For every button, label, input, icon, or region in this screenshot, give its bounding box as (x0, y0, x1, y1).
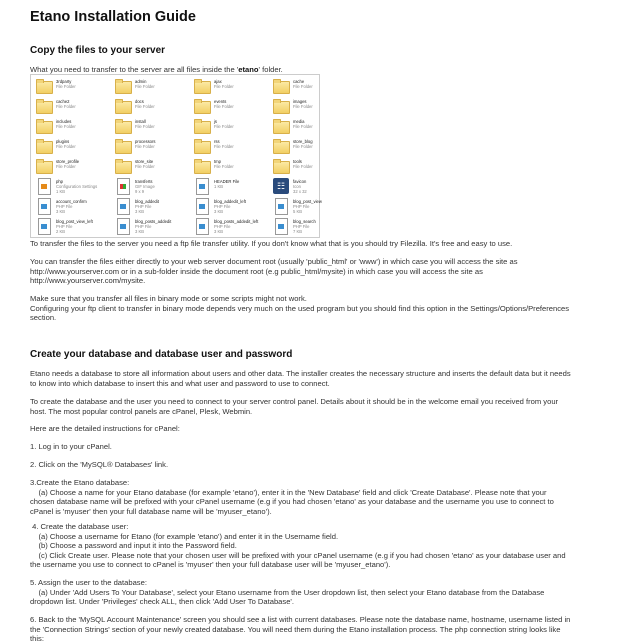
file-type: File Folder (135, 104, 155, 109)
file-name: images (293, 99, 307, 104)
file-name: blog_post_view_left (56, 219, 93, 224)
text-line: host. The most popular control panels are cPanel, Plesk, Webmin. (30, 406, 253, 416)
folder-icon (36, 101, 53, 114)
text-line: to know into which database to insert this and what user and password to use to connect. (30, 378, 330, 388)
file-type: File Folder (293, 144, 313, 149)
file-item (192, 178, 270, 197)
step-6 (30, 615, 620, 644)
file-name: includes (56, 119, 72, 124)
text-line: (b) Choose a password and input it into the Password field. (30, 541, 237, 551)
file-name: transferts (135, 179, 153, 184)
folder-icon (273, 161, 290, 174)
file-item (113, 158, 191, 177)
paragraph-database-intro (30, 369, 620, 388)
paragraph-ftp-utility (30, 239, 620, 249)
file-name: store_blog (293, 139, 313, 144)
folder-icon (194, 81, 211, 94)
file-name: blog_search (293, 219, 316, 224)
text-line: chosen database name will be prefixed with your cPanel username (e.g if you had chosen 'etano' as your database and the username you use to connect to (30, 497, 554, 507)
file-name: events (214, 99, 227, 104)
file-name: blog_posts_addedit_left (214, 219, 259, 224)
file-icon (196, 218, 209, 235)
file-type: PHP File (56, 224, 73, 229)
paragraph-cpanel-instructions (30, 424, 620, 434)
file-icon (117, 178, 130, 195)
file-type: File Folder (214, 84, 234, 89)
text-line: (a) Under 'Add Users To Your Database', select your Etano username from the User dropdown list, then select your Etano database from the Database (30, 587, 545, 597)
folder-icon (36, 161, 53, 174)
folder-icon (273, 81, 290, 94)
step-1 (30, 442, 620, 452)
text-line: cPanel is 'myuser' then your full database name will be 'myuser_etano'). (30, 506, 272, 516)
file-type: PHP File (135, 204, 152, 209)
file-type: GIF Image (135, 184, 155, 189)
file-name: admin (135, 79, 147, 84)
file-item (34, 158, 112, 177)
file-item (271, 198, 349, 217)
file-type: File Folder (214, 144, 234, 149)
file-icon (38, 178, 51, 195)
file-type: File Folder (214, 104, 234, 109)
file-type: File Folder (293, 84, 313, 89)
file-item (113, 178, 191, 197)
file-type: File Folder (135, 144, 155, 149)
folder-icon (273, 101, 290, 114)
file-item (271, 78, 349, 97)
text-line: (c) Click Create user. Please note that your chosen user will be prefixed with your cPanel username (e.g if you had chosen 'etano' as your database user and (30, 550, 566, 560)
file-item (34, 118, 112, 137)
file-listing-screenshot (30, 74, 320, 238)
folder-icon (273, 121, 290, 134)
section-heading-database: Create your database and database user and password (30, 349, 293, 360)
file-icon (196, 198, 209, 215)
file-name: favicon (293, 179, 307, 184)
file-icon (196, 178, 209, 195)
file-type: File Folder (293, 104, 313, 109)
file-size: 32 x 32 (293, 189, 307, 194)
step-3 (30, 478, 620, 516)
text-line: 4. Create the database user: (30, 522, 129, 531)
file-item (192, 98, 270, 117)
page-title: Etano Installation Guide (30, 9, 196, 25)
file-size: 3 KB (214, 209, 224, 214)
folder-icon (194, 141, 211, 154)
file-name: media (293, 119, 305, 124)
text-line: 2. Click on the 'MySQL® Databases' link. (30, 460, 169, 469)
text-line: Here are the detailed instructions for cPanel: (30, 424, 180, 433)
file-name: store_site (135, 159, 154, 164)
folder-icon (194, 121, 211, 134)
intro-text-start: What you need to transfer to the server are all files inside the ' (30, 65, 239, 74)
file-item (34, 98, 112, 117)
file-item (34, 218, 112, 237)
file-type: File Folder (135, 84, 155, 89)
text-line: Make sure that you transfer all files in binary mode or some scripts might not work. (30, 294, 307, 303)
file-name: rss (214, 139, 220, 144)
folder-icon (115, 81, 132, 94)
step-4 (30, 522, 620, 570)
file-type: PHP File (214, 204, 231, 209)
file-item (192, 218, 270, 237)
step-5 (30, 578, 620, 607)
file-item (192, 158, 270, 177)
folder-icon (36, 81, 53, 94)
text-line: dropdown list. Under 'Privileges' check ALL, then click 'Add User To Database'. (30, 597, 294, 607)
favicon-icon: ☷ (273, 178, 289, 194)
file-type: PHP File (214, 224, 231, 229)
file-icon (117, 218, 130, 235)
file-type: File Folder (56, 144, 76, 149)
file-item (271, 118, 349, 137)
file-size: 1 KB (56, 189, 66, 194)
file-type: PHP File (135, 224, 152, 229)
file-item (192, 138, 270, 157)
file-size: 3 KB (135, 209, 145, 214)
text-line: To create the database and the user you need to connect to your server control panel. Details about it should be in the welcome email you received from your (30, 397, 559, 406)
file-name: tmp (214, 159, 221, 164)
file-item (271, 158, 349, 177)
file-type: File Folder (214, 124, 234, 129)
text-line: 1. Log in to your cPanel. (30, 442, 112, 451)
file-name: blog_posts_addedit (135, 219, 172, 224)
text-line: 3.Create the Etano database: (30, 478, 130, 487)
file-type: PHP File (293, 224, 310, 229)
file-type: File Folder (56, 164, 76, 169)
text-line: Etano needs a database to store all information about users and other data. The installer creates the necessary structure and inserts the default data but it needs (30, 369, 571, 378)
file-size: 7 KB (293, 229, 303, 234)
file-item (34, 138, 112, 157)
folder-icon (36, 121, 53, 134)
text-line: the 'Connection Strings' section of your newly created database. You will need them during the Etano installation process. The php connection string looks like (30, 624, 561, 634)
folder-icon (194, 161, 211, 174)
file-item (271, 138, 349, 157)
file-size: 3 KB (56, 209, 66, 214)
file-type: Configuration Settings (56, 184, 98, 189)
file-name: plugins (56, 139, 70, 144)
file-name: blog_post_view (293, 199, 322, 204)
file-name: docs (135, 99, 144, 104)
file-size: 1 KB (214, 184, 224, 189)
intro-text-end: ' folder. (258, 65, 283, 74)
file-icon (38, 198, 51, 215)
file-name: install (135, 119, 146, 124)
paragraph-binary-mode (30, 294, 620, 323)
file-item (271, 218, 349, 237)
file-type: PHP File (293, 204, 310, 209)
file-type: PHP File (56, 204, 73, 209)
file-name: php (56, 179, 63, 184)
file-type: File Folder (56, 124, 76, 129)
file-size: 9 x 9 (135, 189, 145, 194)
file-item (192, 198, 270, 217)
file-item (271, 98, 349, 117)
folder-icon (115, 121, 132, 134)
folder-icon (115, 161, 132, 174)
text-line: (a) Choose a username for Etano (for example 'etano') and enter it in the Username field. (30, 531, 339, 541)
text-line: You can transfer the files either directly to your web server document root (usually 'public_html' or 'www') in which case you will access the site as (30, 257, 518, 266)
file-name: 3rdparty (56, 79, 72, 84)
folder-icon (115, 101, 132, 114)
file-name: account_confirm (56, 199, 87, 204)
file-type: File Folder (56, 104, 76, 109)
text-line: 6. Back to the 'MySQL Account Maintenance' screen you should see a list with current databases. Please note the database name, hostname, username listed in (30, 615, 571, 624)
file-item (113, 198, 191, 217)
text-line: this: (30, 634, 44, 644)
file-size: 2 KB (56, 229, 66, 234)
file-icon (38, 218, 51, 235)
file-name: ajax (214, 79, 222, 84)
text-line: the username you use to connect to cPanel is 'myuser' then your full database user will be 'myuser_etano'). (30, 560, 391, 570)
file-item (113, 98, 191, 117)
step-2 (30, 460, 620, 470)
section-heading-copy-files: Copy the files to your server (30, 45, 166, 56)
file-name: tools (293, 159, 302, 164)
file-name: cache (293, 79, 305, 84)
text-line: 5. Assign the user to the database: (30, 578, 147, 587)
file-name: store_profile (56, 159, 80, 164)
file-size: 3 KB (214, 229, 224, 234)
text-line: section. (30, 313, 57, 323)
file-size: 5 KB (293, 209, 303, 214)
file-name: HEADER File (214, 179, 240, 184)
file-item (192, 78, 270, 97)
file-item (192, 118, 270, 137)
text-line: http://www.yourserver.com or in a sub-folder inside the document root (e.g public_html/mysite) in which case you will access the site as (30, 266, 483, 276)
text-line: To transfer the files to the server you need a ftp file transfer utility. If you don't know what that is you should try Filezilla. It's free and easy to use. (30, 239, 513, 248)
file-name: js (214, 119, 218, 124)
file-icon (117, 198, 130, 215)
file-item (34, 178, 112, 197)
intro-folder-name: etano (238, 65, 259, 74)
text-line: (a) Choose a name for your Etano database (for example 'etano'), enter it in the 'New Database' field and click 'Create Database'. Please note that your (30, 487, 547, 497)
file-item (113, 138, 191, 157)
paragraph-control-panel (30, 397, 620, 416)
file-type: File Folder (293, 164, 313, 169)
folder-icon (273, 141, 290, 154)
file-item (113, 78, 191, 97)
paragraph-document-root (30, 257, 620, 286)
file-item (34, 78, 112, 97)
file-size: 3 KB (135, 229, 145, 234)
folder-icon (194, 101, 211, 114)
folder-icon (115, 141, 132, 154)
file-type: File Folder (56, 84, 76, 89)
file-name: blog_addedit (135, 199, 159, 204)
file-type: File Folder (214, 164, 234, 169)
file-type: File Folder (135, 164, 155, 169)
file-name: processors (135, 139, 156, 144)
file-item (34, 198, 112, 217)
folder-icon (36, 141, 53, 154)
text-line: http://www.yourserver.com/mysite. (30, 276, 146, 286)
file-item (271, 178, 349, 197)
file-icon (275, 198, 288, 215)
file-item (113, 118, 191, 137)
file-name: cache2 (56, 99, 70, 104)
file-type: Icon (293, 184, 301, 189)
text-line: Configuring your ftp client to transfer in binary mode depends very much on the used program but you should find this option in the Settings/Options/Preferences (30, 303, 570, 313)
file-name: blog_addedit_left (214, 199, 246, 204)
file-icon (275, 218, 288, 235)
file-type: File Folder (135, 124, 155, 129)
file-item (113, 218, 191, 237)
file-type: File Folder (293, 124, 313, 129)
